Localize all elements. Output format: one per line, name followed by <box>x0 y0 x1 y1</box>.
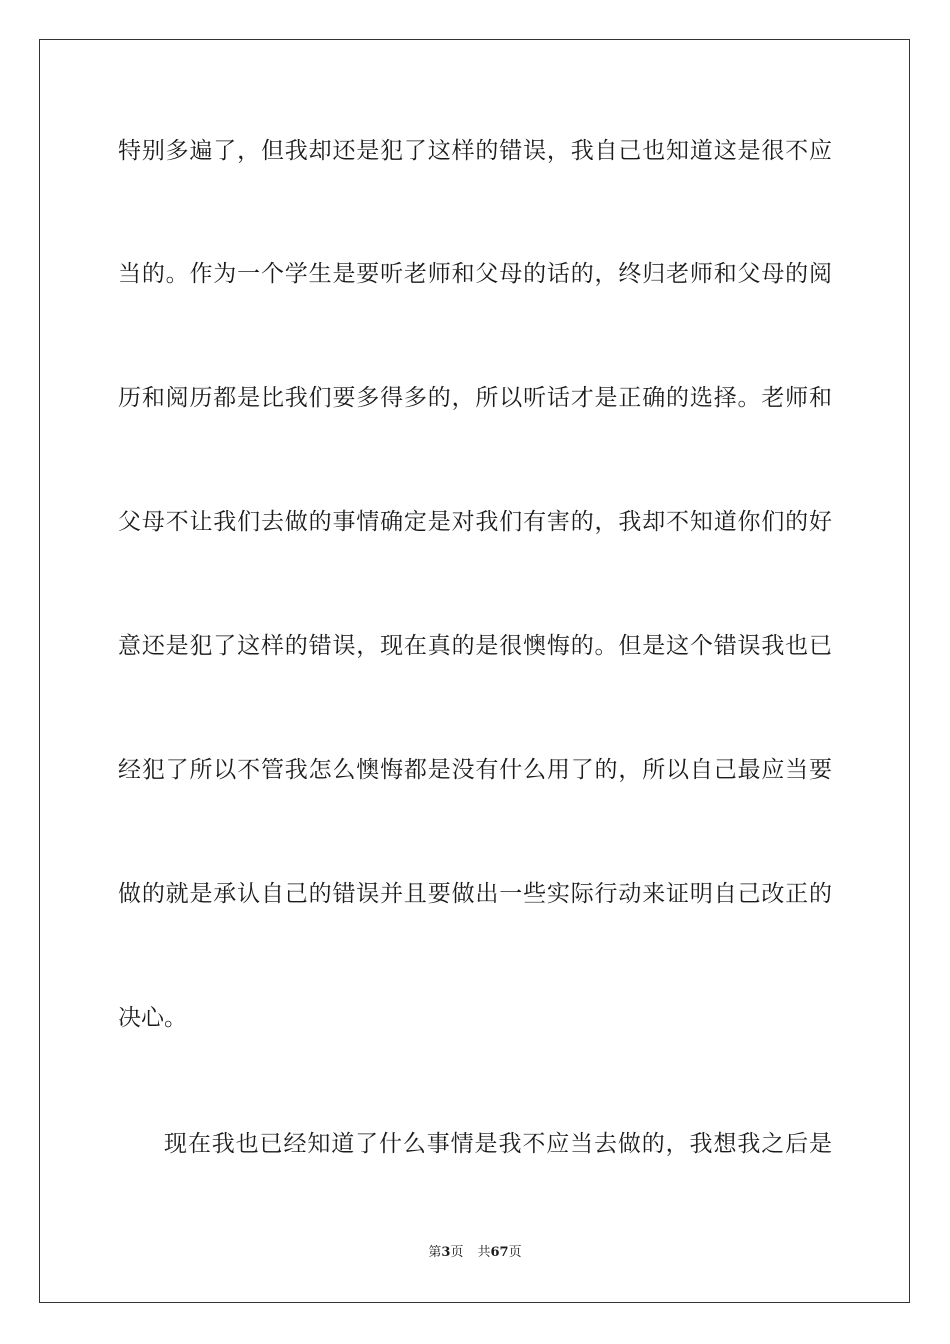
page-footer <box>0 1244 950 1262</box>
page-border <box>39 39 910 1303</box>
text-line-4: 父母不让我们去做的事情确定是对我们有害的，我却不知道你们的好 <box>118 509 832 535</box>
total-pages: 67 <box>490 1245 509 1260</box>
text-line-6: 经犯了所以不管我怎么懊悔都是没有什么用了的，所以自己最应当要 <box>118 757 832 783</box>
text-line-5: 意还是犯了这样的错误，现在真的是很懊悔的。但是这个错误我也已 <box>118 633 832 659</box>
total-suffix: 页 <box>508 1245 522 1260</box>
text-line-7: 做的就是承认自己的错误并且要做出一些实际行动来证明自己改正的 <box>118 881 832 907</box>
text-line-1: 特别多遍了，但我却还是犯了这样的错误，我自己也知道这是很不应 <box>118 138 832 164</box>
total-prefix: 共 <box>477 1245 491 1260</box>
page-number: 3 <box>441 1245 451 1260</box>
text-line-8: 决心。 <box>118 1005 187 1031</box>
text-line-3: 历和阅历都是比我们要多得多的，所以听话才是正确的选择。老师和 <box>118 385 832 411</box>
text-line-2: 当的。作为一个学生是要听老师和父母的话的，终归老师和父母的阅 <box>118 261 832 287</box>
page-prefix: 第 <box>428 1245 442 1260</box>
page-suffix: 页 <box>450 1245 464 1260</box>
text-line-9: 现在我也已经知道了什么事情是我不应当去做的，我想我之后是 <box>164 1131 832 1157</box>
